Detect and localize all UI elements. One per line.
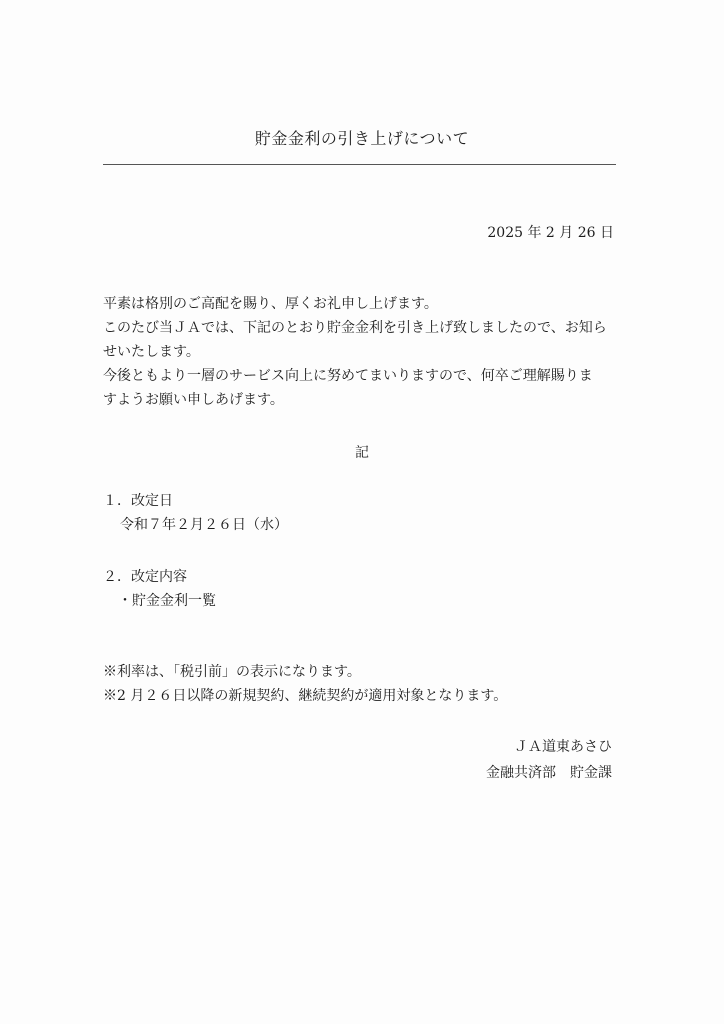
body-line: 今後ともより一層のサービス向上に努めてまいりますので、何卒ご理解賜りま [103,368,593,384]
document-title: 貯金金利の引き上げについて [254,129,470,148]
notes-block [103,660,507,708]
note-line: ※利率は、「税引前」の表示になります。 [103,664,361,680]
title-underline [103,164,616,165]
ki-heading: 記 [355,445,369,461]
item-revision-content-heading: ２．改定内容 [103,569,187,585]
item-revision-date-value: 令和７年２月２６日（水） [120,517,288,533]
item-revision-date-heading: １．改定日 [103,493,173,509]
body-line: このたび当ＪＡでは、下記のとおり貯金金利を引き上げ致しましたので、お知ら [103,320,607,336]
sender-org: ＪＡ道東あさひ [514,739,612,755]
document-date: 2025 年 2 月 26 日 [487,225,614,241]
sender-dept: 金融共済部 貯金課 [486,765,612,781]
note-line: ※2 月２６日以降の新規契約、継続契約が適用対象となります。 [103,688,508,704]
item-revision-content-value: ・貯金金利一覧 [118,593,216,609]
sender-signature [486,734,612,786]
body-line: せいたします。 [103,344,200,360]
body-paragraph [103,292,623,412]
body-line: すようお願い申しあげます。 [103,392,284,408]
body-line: 平素は格別のご高配を賜り、厚くお礼申し上げます。 [103,296,438,312]
